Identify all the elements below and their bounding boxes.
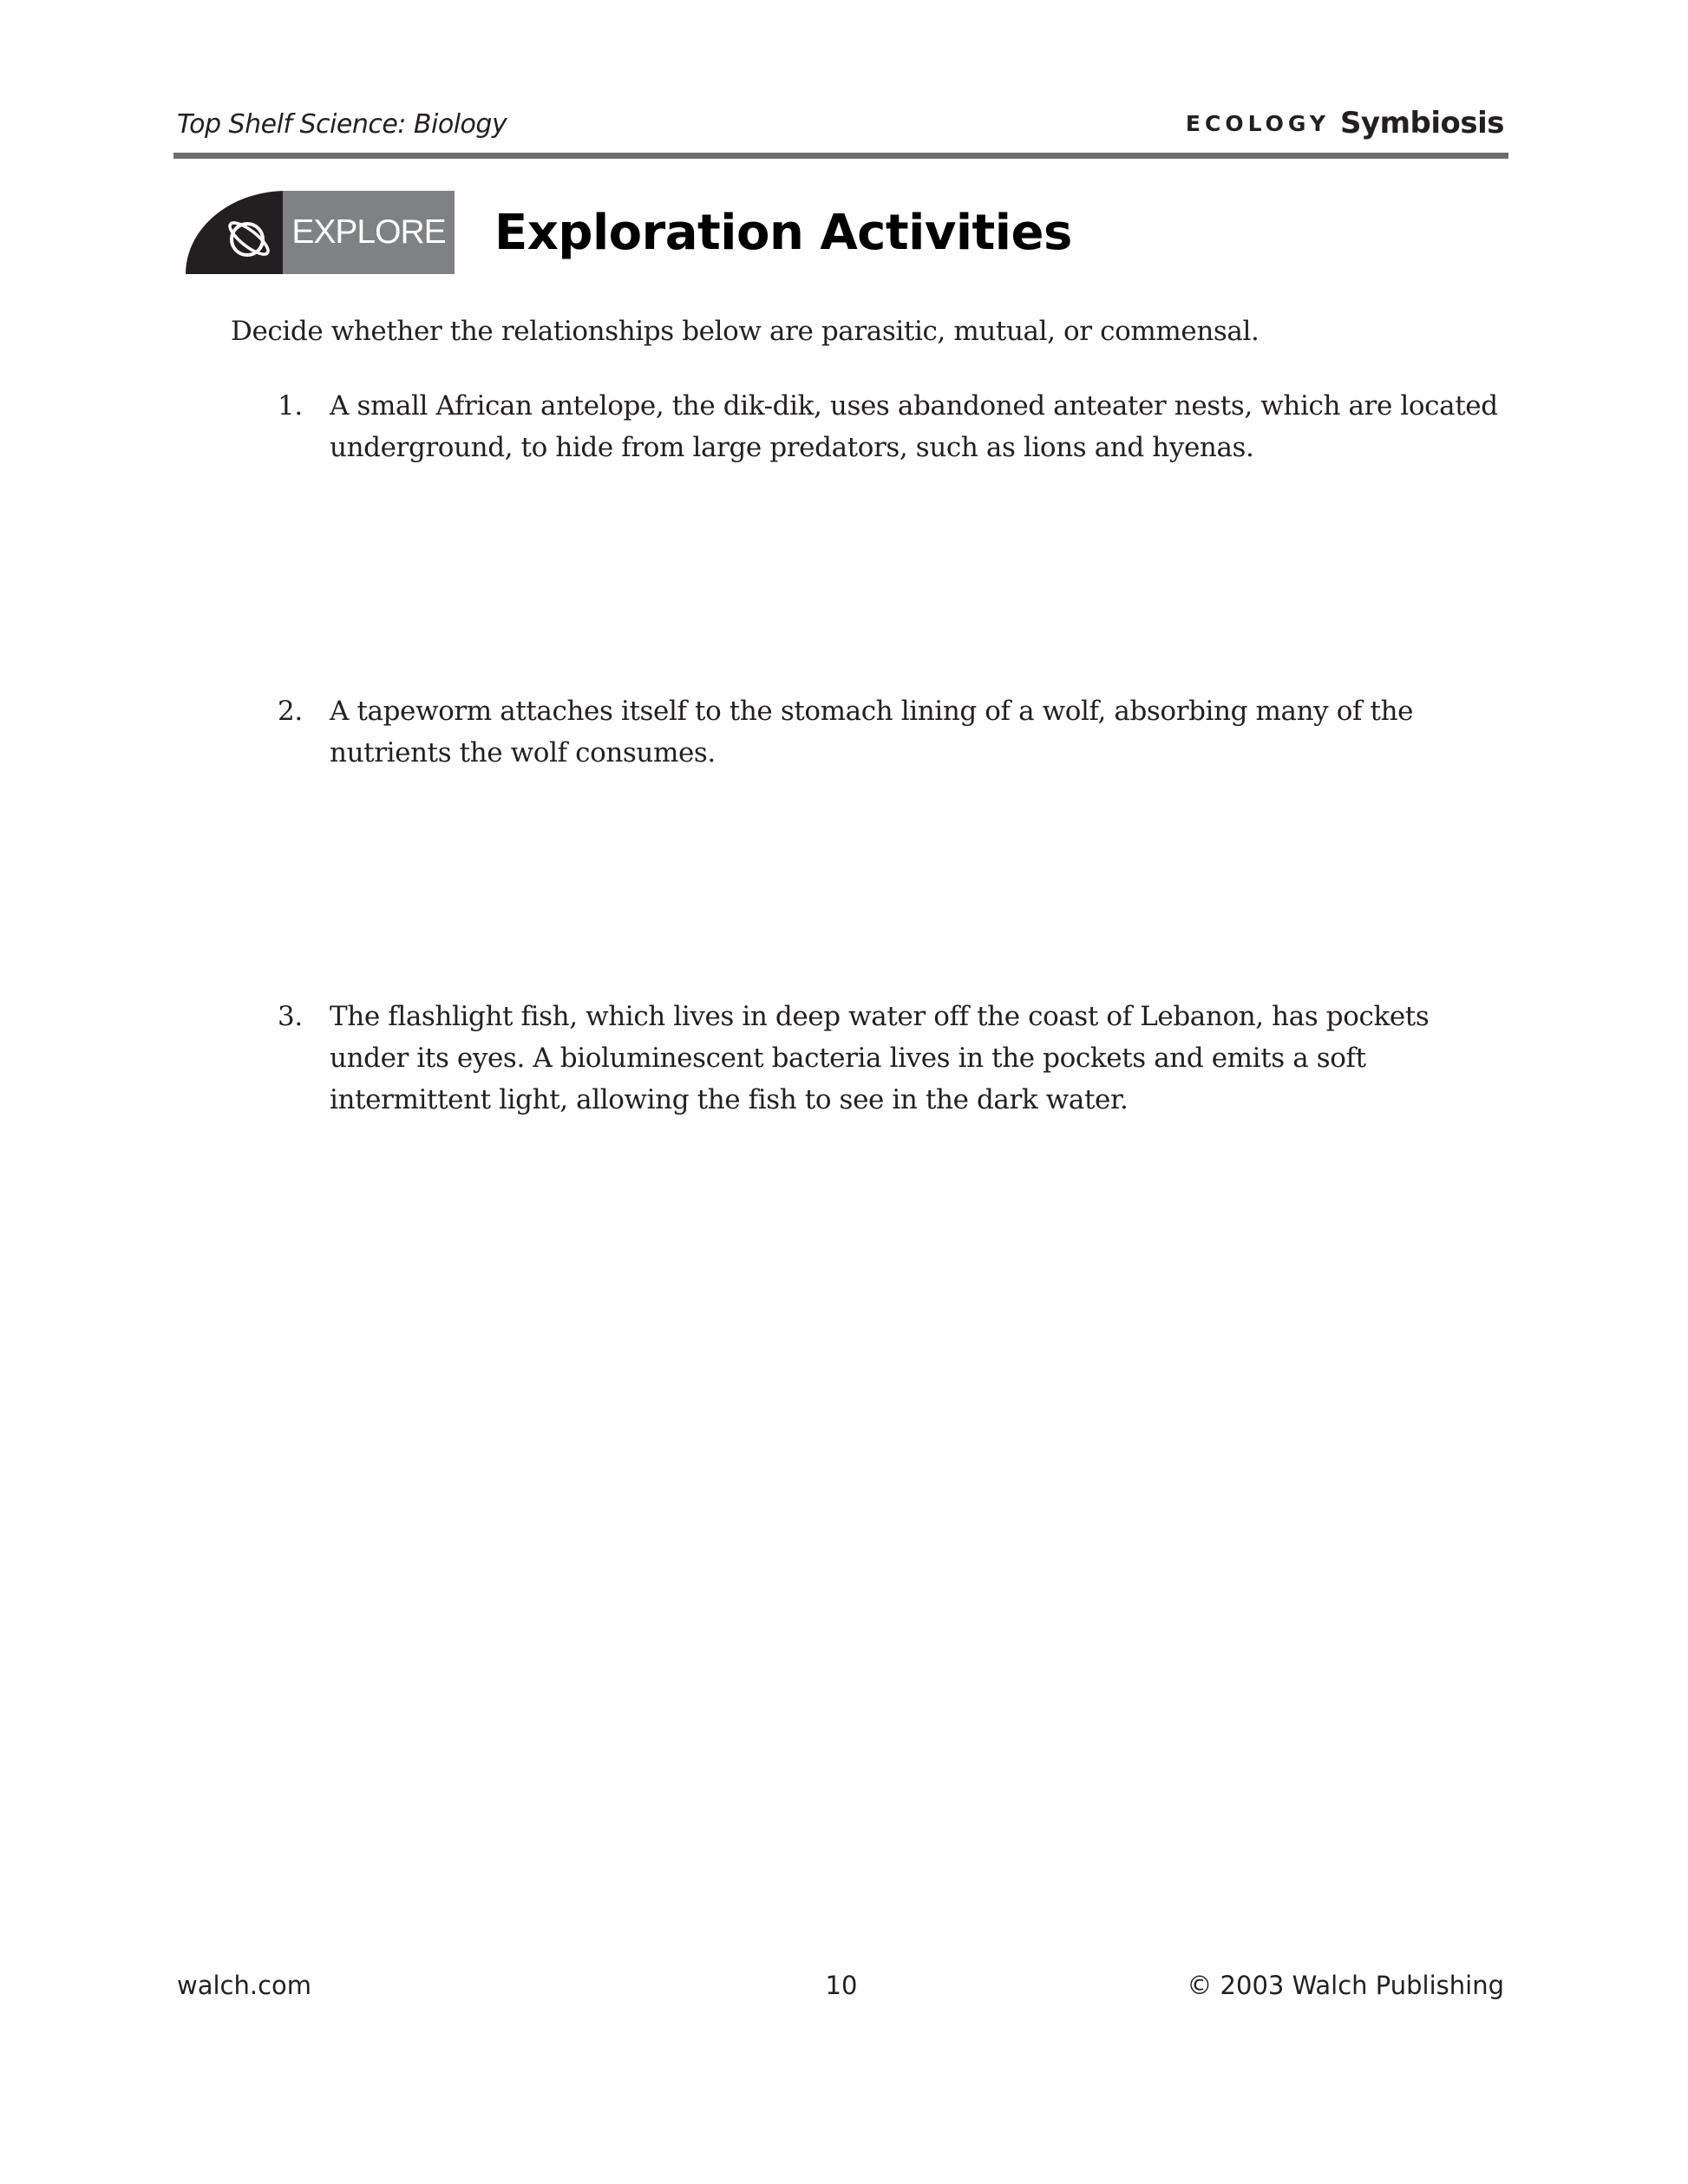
running-header [177,102,1504,146]
question-text-line: nutrients the wolf consumes. [330,737,716,768]
question-text-line: under its eyes. A bioluminescent bacteria lives in the pockets and emits a soft [330,1043,1366,1074]
topic-label: Symbiosis [1339,106,1504,141]
question-3 [278,996,1509,1126]
question-text-line: A tapeworm attaches itself to the stomach lining of a wolf, absorbing many of the [330,696,1414,727]
instructions-text: Decide whether the relationships below are parasitic, mutual, or commensal. [231,316,1259,347]
question-text-line: A small African antelope, the dik-dik, uses abandoned anteater nests, which are located [330,390,1498,422]
section-label [1186,106,1504,141]
page-footer [177,1971,1504,2009]
question-text-line: intermittent light, allowing the fish to see in the dark water. [330,1084,1129,1115]
question-text-line: underground, to hide from large predators, such as lions and hyenas. [330,432,1254,463]
question-number: 2. [278,696,303,727]
question-2 [278,690,1509,777]
header-divider [173,153,1508,159]
question-number: 3. [278,1001,303,1032]
question-text-line: The flashlight fish, which lives in deep water off the coast of Lebanon, has pockets [330,1001,1430,1032]
explore-tab [186,191,455,274]
question-1 [278,385,1509,472]
planet-icon [224,217,274,260]
website-label: walch.com [177,1971,312,2000]
book-title: Top Shelf Science: Biology [177,109,507,140]
section-title: Exploration Activities [494,205,1072,261]
copyright-notice: © 2003 Walch Publishing [1187,1971,1504,2000]
explore-tab-label: EXPLORE [291,213,446,251]
question-number: 1. [278,390,303,422]
page-number: 10 [825,1971,858,2000]
category-label: ECOLOGY [1185,110,1330,136]
